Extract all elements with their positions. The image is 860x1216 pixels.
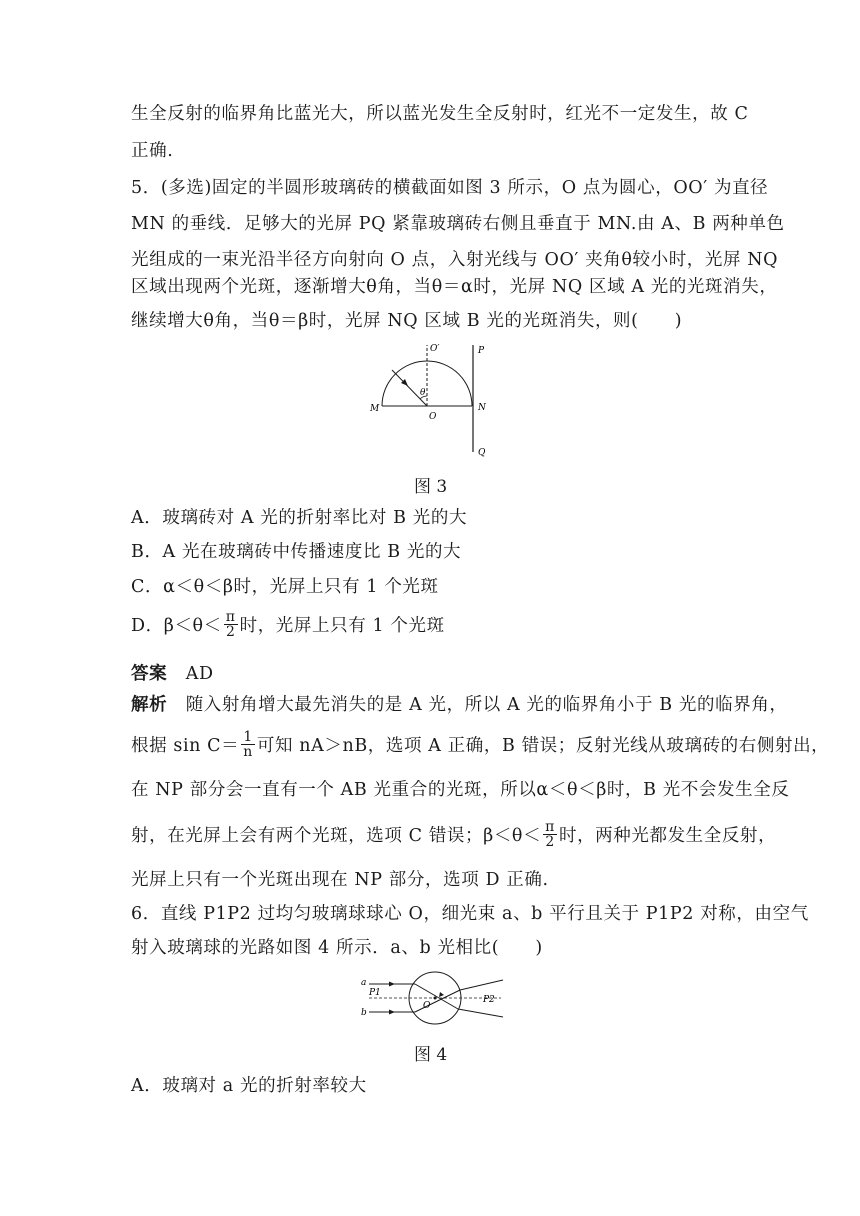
fraction-pi-over-2 — [224, 610, 238, 639]
q5-line-1: 5．(多选)固定的半圆形玻璃砖的横截面如图 3 所示，O 点为圆心，OO′ 为直径 — [131, 178, 769, 198]
fraction-numerator: 1 — [241, 730, 255, 745]
analysis-text-4-post: 时，两种光都发生全反射， — [558, 826, 777, 846]
q5-line-4: 区域出现两个光斑，逐渐增大θ角，当θ＝α时，光屏 NQ 区域 A 光的光斑消失， — [131, 277, 778, 297]
prev-line-1: 生全反射的临界角比蓝光大，所以蓝光发生全反射时，红光不一定发生，故 C — [131, 104, 749, 124]
analysis-text-2-pre: 根据 sin C＝ — [131, 736, 240, 756]
answer-value: AD — [185, 664, 214, 684]
q5-line-2: MN 的垂线．足够大的光屏 PQ 紧靠玻璃砖右侧且垂直于 MN.由 A、B 两种单色 — [131, 214, 785, 234]
fraction-pi-over-2 — [543, 820, 557, 849]
q5-line-5: 继续增大θ角，当θ＝β时，光屏 NQ 区域 B 光的光斑消失，则( ) — [131, 311, 683, 331]
answer-label: 答案 — [131, 664, 168, 684]
fraction-numerator: π — [545, 819, 555, 835]
fraction-denominator: 2 — [545, 834, 555, 850]
label-m: M — [370, 404, 380, 414]
label-n: N — [478, 403, 486, 413]
label-p: P — [478, 346, 485, 356]
answer-line — [131, 662, 214, 686]
analysis-line-5: 光屏上只有一个光斑出现在 NP 部分，选项 D 正确. — [131, 870, 549, 890]
q5-option-b: B．A 光在玻璃砖中传播速度比 B 光的大 — [131, 542, 462, 562]
ray-inner-arrow-icon — [439, 992, 444, 997]
center-o-dot — [434, 997, 437, 1000]
figure-4-diagram — [355, 968, 515, 1033]
q6-line-1: 6．直线 P1P2 过均匀玻璃球球心 O，细光束 a、b 平行且关于 P1P2 对称，由空气 — [131, 904, 809, 924]
label-b: b — [361, 1008, 367, 1018]
label-p1: P1 — [369, 988, 381, 998]
label-o: O — [429, 412, 437, 422]
fraction-numerator: π — [225, 609, 236, 625]
ray-a-arrow-icon — [389, 982, 395, 987]
ray-b-refracted — [415, 990, 460, 1012]
q5-option-a: A．玻璃砖对 A 光的折射率比对 B 光的大 — [131, 508, 468, 528]
q6-line-2: 射入玻璃球的光路如图 4 所示．a、b 光相比( ) — [131, 938, 543, 958]
figure-4-caption: 图 4 — [414, 1045, 448, 1065]
fraction-1-over-n — [241, 730, 255, 759]
analysis-line-4 — [131, 819, 777, 851]
analysis-text-1: 随入射角增大最先消失的是 A 光，所以 A 光的临界角小于 B 光的临界角， — [185, 695, 788, 715]
figure-3-diagram — [360, 340, 510, 465]
q6-option-a: A．玻璃对 a 光的折射率较大 — [131, 1076, 367, 1096]
ray-b-arrow-icon — [389, 1010, 395, 1015]
ray-a-refracted — [415, 984, 458, 1009]
label-o: O — [423, 1001, 431, 1011]
figure-3-caption: 图 3 — [414, 477, 448, 497]
analysis-text-2-post: 可知 nA＞nB，选项 A 正确，B 错误；反射光线从玻璃砖的右侧射出， — [256, 736, 830, 756]
label-a: a — [361, 978, 367, 988]
analysis-line-1 — [131, 693, 788, 717]
label-p2: P2 — [483, 995, 495, 1005]
analysis-label: 解析 — [131, 695, 168, 715]
prev-line-2: 正确. — [131, 141, 174, 161]
q5-option-c: C．α＜θ＜β时，光屏上只有 1 个光斑 — [131, 577, 439, 597]
fraction-denominator: n — [243, 744, 253, 760]
ray-b-exit — [460, 980, 503, 990]
q5-option-d-pre: D．β＜θ＜ — [131, 616, 222, 636]
q5-option-d — [131, 609, 445, 641]
fraction-denominator: 2 — [225, 624, 236, 640]
analysis-line-3: 在 NP 部分会一直有一个 AB 光重合的光斑，所以α＜θ＜β时，B 光不会发生全反 — [131, 780, 790, 800]
analysis-line-2 — [131, 729, 830, 761]
q5-option-d-post: 时，光屏上只有 1 个光斑 — [239, 616, 445, 636]
label-o-prime: O′ — [430, 344, 440, 354]
ray-a-exit — [458, 1009, 503, 1017]
analysis-text-4-pre: 射，在光屏上会有两个光斑，选项 C 错误；β＜θ＜ — [131, 826, 542, 846]
q5-line-3: 光组成的一束光沿半径方向射向 O 点，入射光线与 OO′ 夹角θ较小时，光屏 NQ — [131, 250, 779, 270]
label-q: Q — [478, 448, 486, 458]
label-theta: θ — [420, 388, 426, 398]
